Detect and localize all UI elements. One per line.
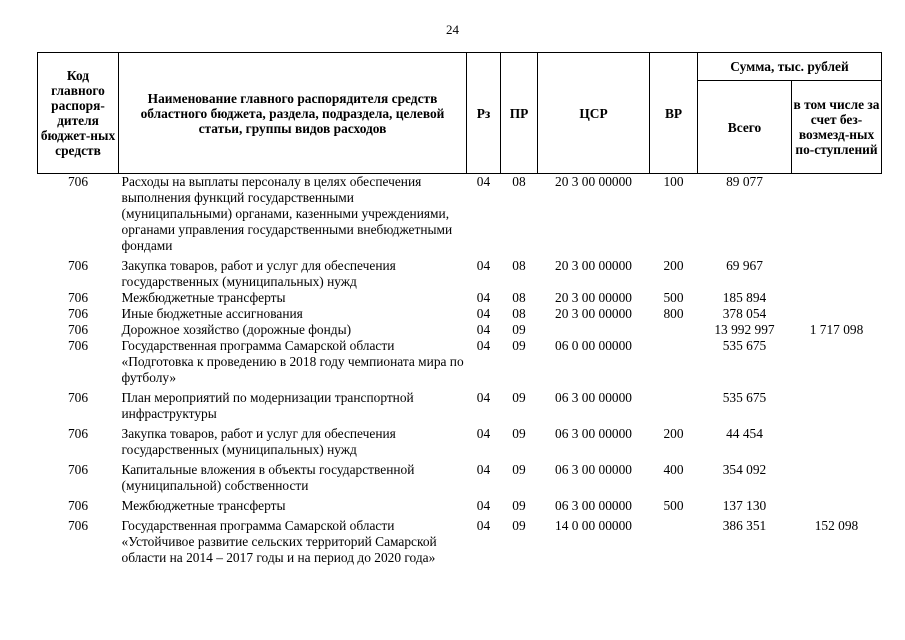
cell-rz: 04 <box>476 322 491 337</box>
cell-vr: 200 <box>663 258 684 273</box>
cell-gratuitous <box>792 386 882 422</box>
header-vr: ВР <box>650 53 698 174</box>
cell-pr: 09 <box>512 338 526 353</box>
cell-name: Иные бюджетные ассигнования <box>121 306 303 321</box>
cell-total: 354 092 <box>722 462 767 477</box>
header-sum-group: Сумма, тыс. рублей <box>698 53 882 81</box>
table-row <box>38 290 882 306</box>
cell-name: Закупка товаров, работ и услуг для обеспечения государственных (муниципальных) нужд <box>121 258 396 289</box>
cell-csr: 06 0 00 00000 <box>555 338 632 353</box>
table-row <box>38 174 882 255</box>
table-row <box>38 322 882 338</box>
cell-name: План мероприятий по модернизации транспортной инфраструктуры <box>121 390 414 421</box>
table-row <box>38 458 882 494</box>
cell-name: Межбюджетные трансферты <box>121 290 286 305</box>
cell-rz: 04 <box>476 462 491 477</box>
cell-gratuitous <box>792 306 882 322</box>
cell-vr <box>650 514 698 566</box>
header-rz: Рз <box>467 53 501 174</box>
cell-total: 137 130 <box>722 498 767 513</box>
cell-csr: 20 3 00 00000 <box>555 258 632 273</box>
cell-name: Капитальные вложения в объекты государственной (муниципальной) собственности <box>121 462 415 493</box>
cell-pr: 08 <box>512 174 526 189</box>
table-row <box>38 338 882 386</box>
cell-total: 44 454 <box>726 426 763 441</box>
cell-code: 706 <box>67 174 89 189</box>
table-row <box>38 514 882 566</box>
cell-code: 706 <box>67 518 89 533</box>
cell-pr: 08 <box>512 290 526 305</box>
cell-gratuitous <box>792 422 882 458</box>
cell-code: 706 <box>67 426 89 441</box>
cell-total: 386 351 <box>722 518 767 533</box>
cell-csr: 06 3 00 00000 <box>555 426 632 441</box>
cell-name: Закупка товаров, работ и услуг для обеспечения государственных (муниципальных) нужд <box>121 426 396 457</box>
cell-name: Государственная программа Самарской области «Устойчивое развитие сельских территорий Самарской области на 2014 – 2017 годы и на период до 2020 года» <box>121 518 437 565</box>
cell-gratuitous <box>792 338 882 386</box>
header-gratuitous: в том числе за счет без-возмезд-ных по-ступлений <box>792 81 882 174</box>
header-pr: ПР <box>501 53 538 174</box>
header-code: Код главного распоря-дителя бюджет-ных средств <box>38 53 119 174</box>
cell-vr: 500 <box>663 290 684 305</box>
cell-csr: 06 3 00 00000 <box>555 390 632 405</box>
cell-gratuitous <box>792 254 882 290</box>
header-csr: ЦСР <box>538 53 650 174</box>
table-row <box>38 306 882 322</box>
cell-total: 13 992 997 <box>714 322 775 337</box>
cell-code: 706 <box>67 258 89 273</box>
table-row <box>38 422 882 458</box>
cell-total: 535 675 <box>722 338 767 353</box>
cell-csr: 20 3 00 00000 <box>555 290 632 305</box>
cell-vr: 400 <box>663 462 684 477</box>
cell-rz: 04 <box>476 498 491 513</box>
cell-total: 69 967 <box>726 258 763 273</box>
table-row <box>38 254 882 290</box>
cell-pr: 08 <box>512 306 526 321</box>
cell-pr: 08 <box>512 258 526 273</box>
cell-rz: 04 <box>476 390 491 405</box>
cell-csr: 06 3 00 00000 <box>555 462 632 477</box>
cell-code: 706 <box>67 462 89 477</box>
cell-total: 535 675 <box>722 390 767 405</box>
cell-total: 89 077 <box>726 174 763 189</box>
cell-gratuitous <box>792 458 882 494</box>
cell-gratuitous <box>792 290 882 306</box>
cell-code: 706 <box>67 338 89 353</box>
cell-code: 706 <box>67 498 89 513</box>
cell-csr <box>538 322 650 338</box>
cell-gratuitous <box>792 494 882 514</box>
cell-vr: 200 <box>663 426 684 441</box>
header-name: Наименование главного распорядителя средств областного бюджета, раздела, подраздела, целевой статьи, группы видов расходов <box>119 53 467 174</box>
cell-rz: 04 <box>476 258 491 273</box>
page-number: 24 <box>446 22 459 37</box>
cell-vr: 500 <box>663 498 684 513</box>
budget-table <box>37 52 882 566</box>
cell-code: 706 <box>67 322 89 337</box>
cell-csr: 06 3 00 00000 <box>555 498 632 513</box>
cell-rz: 04 <box>476 290 491 305</box>
table-row <box>38 386 882 422</box>
cell-csr: 14 0 00 00000 <box>555 518 632 533</box>
table-header <box>38 53 882 174</box>
cell-rz: 04 <box>476 426 491 441</box>
table-row <box>38 494 882 514</box>
cell-rz: 04 <box>476 518 491 533</box>
cell-name: Межбюджетные трансферты <box>121 498 286 513</box>
cell-name: Государственная программа Самарской области «Подготовка к проведению в 2018 году чемпионата мира по футболу» <box>121 338 464 385</box>
cell-pr: 09 <box>512 322 526 337</box>
cell-code: 706 <box>67 306 89 321</box>
cell-rz: 04 <box>476 174 491 189</box>
cell-code: 706 <box>67 290 89 305</box>
cell-total: 185 894 <box>722 290 767 305</box>
cell-pr: 09 <box>512 518 526 533</box>
cell-csr: 20 3 00 00000 <box>555 306 632 321</box>
cell-code: 706 <box>67 390 89 405</box>
cell-rz: 04 <box>476 338 491 353</box>
cell-vr <box>650 338 698 386</box>
cell-rz: 04 <box>476 306 491 321</box>
cell-vr <box>650 386 698 422</box>
cell-gratuitous: 152 098 <box>814 518 859 533</box>
cell-total: 378 054 <box>722 306 767 321</box>
cell-vr <box>650 322 698 338</box>
cell-gratuitous: 1 717 098 <box>809 322 864 337</box>
header-total: Всего <box>698 81 792 174</box>
cell-pr: 09 <box>512 462 526 477</box>
cell-name: Расходы на выплаты персоналу в целях обеспечения выполнения функций государственными (муниципальными) органами, казенными учреждениями, органами управления государственными внебюджетными фондами <box>121 174 453 253</box>
cell-csr: 20 3 00 00000 <box>555 174 632 189</box>
cell-vr: 100 <box>663 174 684 189</box>
table-body <box>38 174 882 567</box>
cell-name: Дорожное хозяйство (дорожные фонды) <box>121 322 352 337</box>
cell-pr: 09 <box>512 498 526 513</box>
cell-pr: 09 <box>512 390 526 405</box>
cell-gratuitous <box>792 174 882 255</box>
cell-pr: 09 <box>512 426 526 441</box>
cell-vr: 800 <box>663 306 684 321</box>
